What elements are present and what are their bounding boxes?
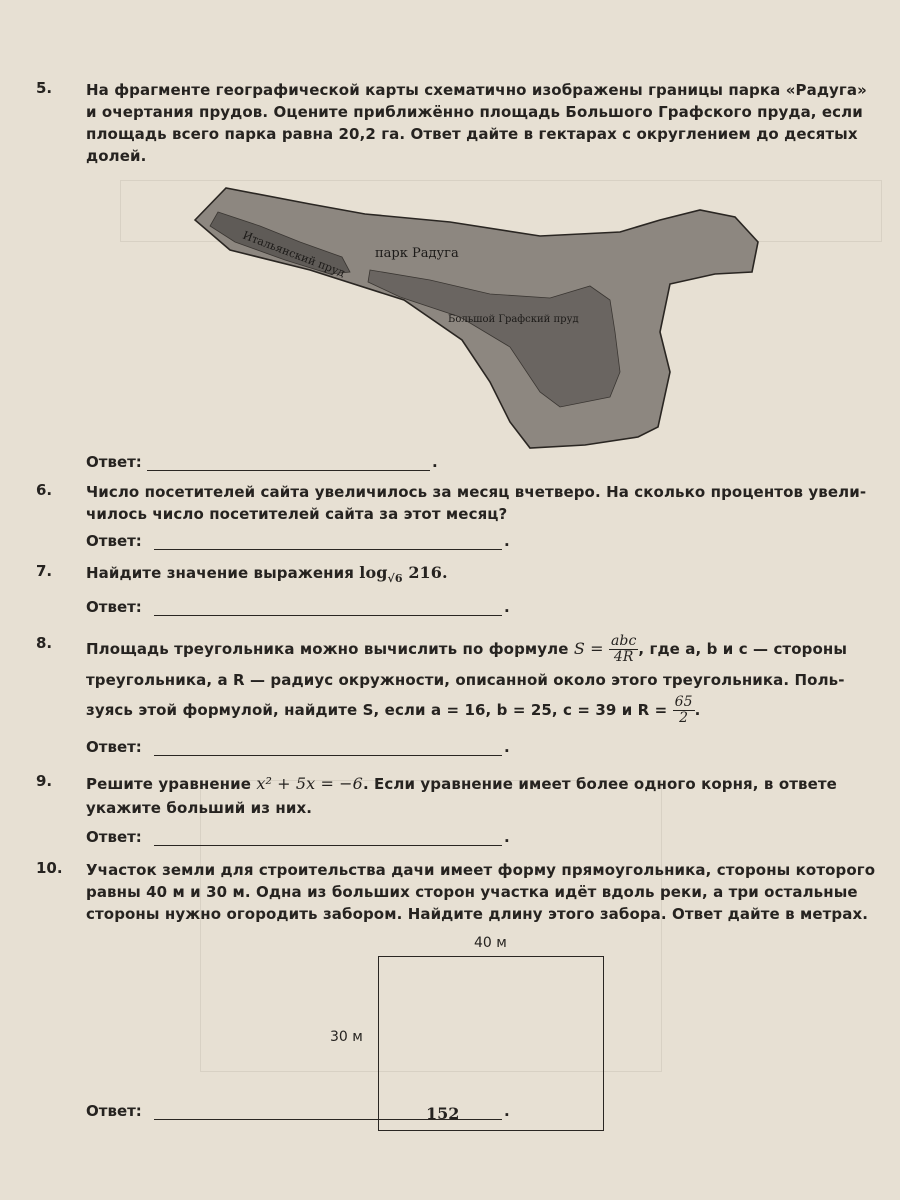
answer-terminator: . (432, 453, 438, 471)
problem-text (86, 481, 886, 525)
problem-text (86, 772, 886, 820)
park-label: парк Радуга (375, 246, 459, 261)
answer-field[interactable] (154, 845, 502, 846)
problem-text-line (86, 695, 886, 726)
problem-text-line: треугольника, а R — радиус окружности, описанной около этого треугольника. Поль- (86, 671, 845, 689)
big-count-pond-label: Большой Графский пруд (448, 314, 579, 325)
problem-number: 7. (36, 562, 53, 580)
problem-text-line (86, 634, 886, 665)
problem-text-line: долей. (86, 147, 147, 165)
log-argument: 216. (408, 563, 448, 582)
text-segment: . (694, 701, 701, 719)
area-formula-fraction (609, 634, 638, 665)
answer-terminator: . (504, 828, 510, 846)
problem-6 (36, 481, 888, 561)
fraction-numerator: 65 (674, 694, 693, 710)
answer-field[interactable] (154, 615, 502, 616)
problem-text (86, 562, 886, 590)
fraction-denominator: 4R (613, 649, 634, 665)
answer-field[interactable] (154, 755, 502, 756)
problem-text-line: площадь всего парка равна 20,2 га. Ответ дайте в гектарах с округлением до десятых (86, 125, 858, 143)
problem-text-line: Найдите значение выражения (86, 564, 354, 582)
answer-terminator: . (504, 532, 510, 550)
text-segment: Площадь треугольника можно вычислить по формуле (86, 640, 569, 658)
equation: x² + 5x = −6 (256, 774, 363, 793)
text-segment: . Если уравнение имеет более одного корня, в ответе (362, 775, 837, 793)
plot-height-label: 30 м (330, 1029, 363, 1045)
problem-text-line: Участок земли для строительства дачи имеет форму прямоугольника, стороны которого (86, 861, 876, 879)
fraction-numerator: abc (610, 633, 637, 649)
answer-label: Ответ: (86, 453, 142, 471)
problem-number: 8. (36, 634, 53, 652)
problem-10 (36, 859, 888, 1124)
problem-number: 6. (36, 481, 53, 499)
problem-9 (36, 772, 888, 846)
radius-fraction (673, 695, 695, 726)
problem-text-line: Число посетителей сайта увеличилось за месяц вчетверо. На сколько процентов увели- (86, 483, 867, 501)
answer-label: Ответ: (86, 532, 142, 550)
answer-terminator: . (504, 598, 510, 616)
problem-text-line: равны 40 м и 30 м. Одна из больших сторон участка идёт вдоль реки, а три остальные (86, 883, 858, 901)
problem-7 (36, 562, 888, 616)
answer-field[interactable] (154, 549, 502, 550)
log-expression: $\log_{√6} 216$. (359, 563, 448, 586)
problem-text-line: и очертания прудов. Оцените приближённо площадь Большого Графского пруда, если (86, 103, 863, 121)
answer-terminator: . (504, 738, 510, 756)
page-number: 152 (426, 1104, 460, 1123)
text-segment: , где a, b и c — стороны (638, 640, 848, 658)
answer-label: Ответ: (86, 598, 142, 616)
fraction-denominator: 2 (679, 710, 689, 726)
formula-lhs: S = (573, 639, 604, 658)
problem-text-line: укажите больший из них. (86, 799, 313, 817)
italian-pond-label: Итальянский пруд (240, 228, 347, 280)
log-base: √6 (387, 572, 403, 586)
problem-text-line: стороны нужно огородить забором. Найдите длину этого забора. Ответ дайте в метрах. (86, 905, 869, 923)
problem-text-line: На фрагменте географической карты схематично изображены границы парка «Радуга» (86, 81, 867, 99)
answer-label: Ответ: (86, 1102, 142, 1120)
plot-width-label: 40 м (474, 935, 507, 951)
problem-5 (36, 79, 888, 474)
problem-text (86, 79, 886, 167)
problem-text-line: чилось число посетителей сайта за этот месяц? (86, 505, 508, 523)
answer-terminator: . (504, 1102, 510, 1120)
problem-number: 9. (36, 772, 53, 790)
plot-rectangle (378, 956, 604, 1131)
answer-label: Ответ: (86, 828, 142, 846)
problem-8 (36, 634, 888, 759)
park-map (190, 182, 780, 472)
answer-label: Ответ: (86, 738, 142, 756)
problem-text (86, 859, 886, 925)
answer-field[interactable] (147, 470, 430, 471)
problem-text-line (86, 772, 886, 796)
problem-number: 10. (36, 859, 63, 877)
problem-number: 5. (36, 79, 53, 97)
text-segment: Решите уравнение (86, 775, 252, 793)
problem-text (86, 634, 886, 726)
text-segment: зуясь этой формулой, найдите S, если a = 16, b = 25, c = 39 и R = (86, 701, 668, 719)
